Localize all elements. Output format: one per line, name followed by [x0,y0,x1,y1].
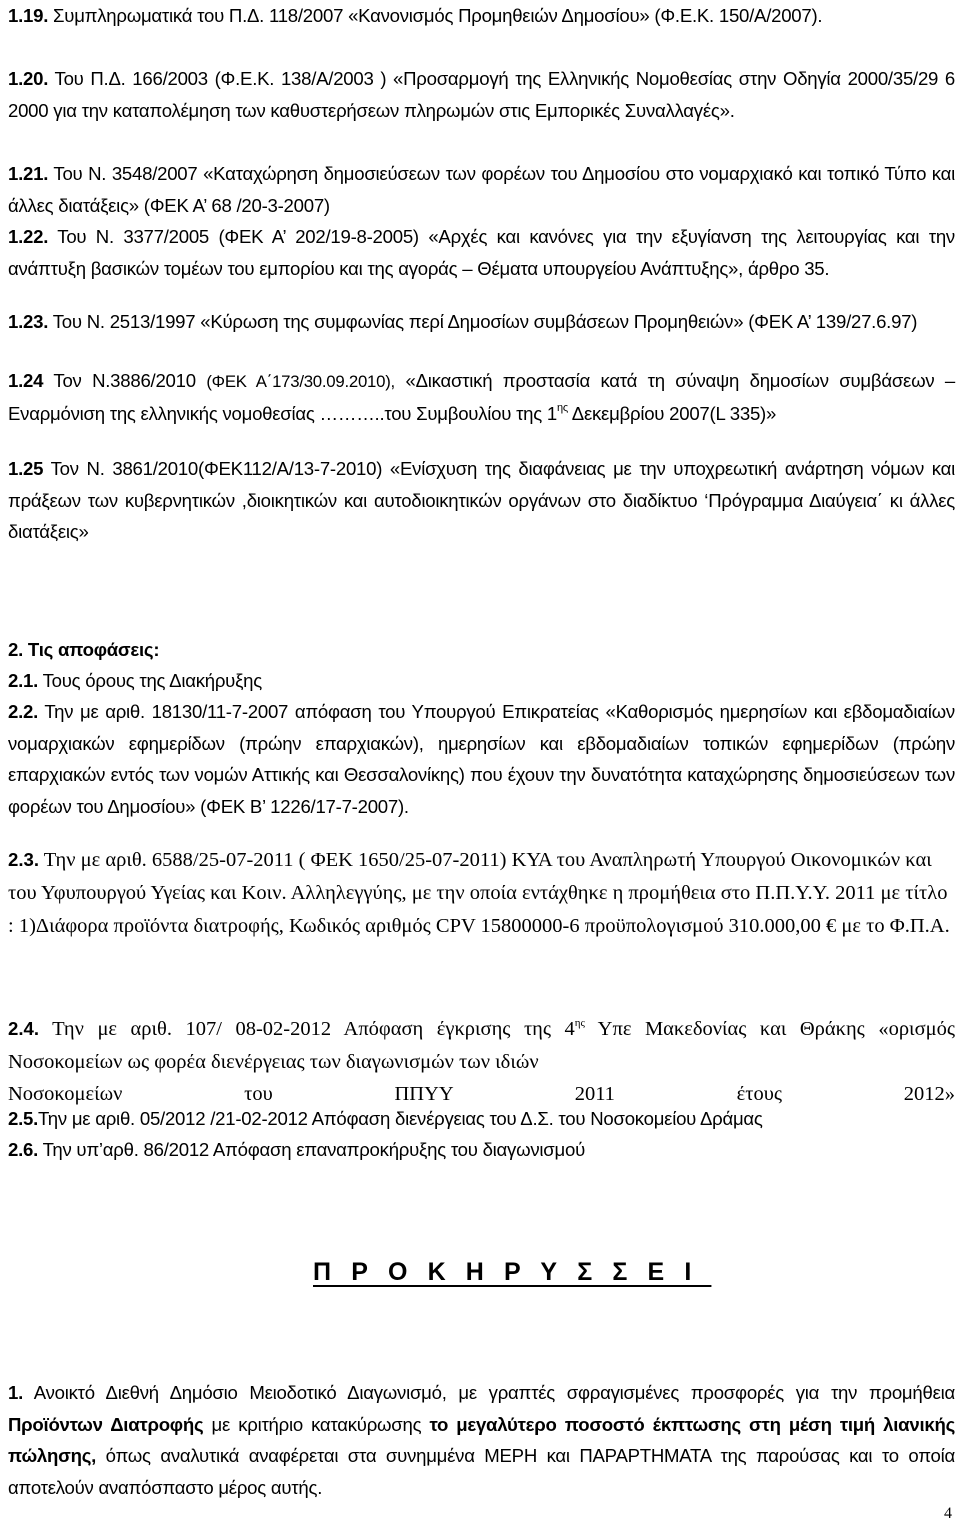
paragraph-number: 1. [8,1382,24,1403]
clause-1-23 [8,306,955,338]
decisions-heading: 2. Τις αποφάσεις: [8,639,160,660]
paragraph-bold-a: Προϊόντων Διατροφής [8,1413,204,1435]
line-word: έτους [736,1083,783,1105]
decision-number: 2.1. [8,670,39,691]
clause-text: Του Ν. 2513/1997 «Κύρωση της συμφωνίας περί Δημοσίων συμβάσεων Προμηθειών» (ΦΕΚ Α’ 139/27.6.97) [52,311,918,332]
clause-number: 1.24 [8,370,44,391]
decision-number: 2.6. [8,1139,39,1160]
clause-number: 1.20. [8,68,49,89]
clause-1-19 [8,0,955,32]
decision-2-1 [8,665,955,697]
decision-2-6 [8,1134,955,1166]
clause-superscript: ης [556,401,568,414]
clause-number: 1.23. [8,311,49,332]
paragraph-text-a: Ανοικτό Διεθνή Δημόσιο Μειοδοτικό Διαγωνισμό, με γραπτές σφραγισμένες προσφορές για την προμήθεια [33,1382,955,1403]
clause-text-b: (ΦΕΚ Α΄173/30.09.2010), [206,372,395,391]
line-word: 2011 [574,1083,615,1105]
decision-text: Τους όρους της Διακήρυξης [42,670,262,691]
clause-text-d: Δεκεμβρίου 2007(L 335)» [571,402,777,424]
line-word: 2012» [903,1083,956,1105]
clause-text: Του Ν. 3377/2005 (ΦΕΚ Α’ 202/19-8-2005) «Αρχές και κανόνες για την εξυγίανση της λειτουργίας και την ανάπτυξη βασικών τομέων του εμπορίου και της αγοράς – Θέματα υπουργείου Ανάπτυξης», άρθρο 35. [8,226,955,279]
line-word: ΠΠΥΥ [394,1083,453,1105]
paragraph-text-c: όπως αναλυτικά αναφέρεται στα συνημμένα ΜΕΡΗ και ΠΑΡΑΡΤΗΜΑΤΑ της παρούσας και το οποία αποτελούν αναπόσπαστο μέρος αυτής. [8,1445,955,1498]
decision-number: 2.2. [8,701,39,722]
line-word: του [244,1083,273,1105]
decision-2-4 [8,1012,955,1079]
decision-text-b: Υπε Μακεδονίας και Θράκης «ορισμός Νοσοκομείων ως φορέα διενέργειας των διαγωνισμών των ιδιών [8,1018,955,1073]
decision-text-a: Την με αριθ. 107/ 08-02-2012 Απόφαση έγκρισης της 4 [52,1018,575,1040]
proclamation-title: Π Ρ Ο Κ Η Ρ Υ Σ Σ Ε Ι [313,1258,712,1286]
clause-text-a: Τον Ν.3886/2010 [53,370,196,391]
decision-text: Την με αριθ. 05/2012 /21-02-2012 Απόφαση διενέργειας του Δ.Σ. του Νοσοκομείου Δράμας [38,1108,763,1129]
clause-1-21 [8,158,955,221]
line-word: Νοσοκομείων [8,1083,123,1105]
decision-2-2 [8,696,955,822]
decision-number: 2.3. [8,849,40,870]
clause-1-24 [8,365,955,429]
decision-2-5 [8,1103,955,1135]
clause-text: Του Ν. 3548/2007 «Καταχώρηση δημοσιεύσεων των φορέων του Δημοσίου στο νομαρχιακό και τοπικό Τύπο και άλλες διατάξεις» (ΦΕΚ Α’ 68 /20-3-2007) [8,163,955,216]
decision-number: 2.5. [8,1108,39,1129]
clause-text: Τον Ν. 3861/2010(ΦΕΚ112/Α/13-7-2010) «Ενίσχυση της διαφάνειας με την υποχρεωτική ανάρτηση νόμων και πράξεων των κυβερνητικών ,διοικητικών και αυτοδιοικητικών οργάνων στο διαδίκτυο ‘Πρόγραμμα Διαύγεια΄ κι άλλες διατάξεις» [8,458,956,542]
decision-text: Την υπ’αρθ. 86/2012 Απόφαση επαναπροκήρυξης του διαγωνισμού [42,1139,585,1160]
paragraph-bold-b: το μεγαλύτερο ποσοστό έκπτωσης στη μέση τιμή λιανικής πώλησης, [8,1413,956,1466]
decision-text: Την με αριθ. 18130/11-7-2007 απόφαση του Υπουργού Επικρατείας «Καθορισμός ημερησίων και εβδομαδιαίων νομαρχιακών εφημερίδων (πρώην επαρχιακών), ημερησίων και εβδομαδιαίων τοπικών εφημερίδων (πρώην επαρχιακών εντός των νομών Αττικής και Θεσσαλονίκης) που έχουν την δυνατότητα καταχώρησης δημοσιεύσεων των φορέων του Δημοσίου» (ΦΕΚ Β’ 1226/17-7-2007). [8,701,955,817]
clause-number: 1.21. [8,163,49,184]
clause-1-25 [8,453,955,548]
decision-2-3 [8,843,955,943]
clause-text: Του Π.Δ. 166/2003 (Φ.Ε.Κ. 138/Α/2003 ) «Προσαρμογή της Ελληνικής Νομοθεσίας στην Οδηγία 2000/35/29 6 2000 για την καταπολέμηση των καθυστερήσεων πληρωμών στις Εμπορικές Συναλλαγές». [8,68,955,121]
decision-number: 2.4. [8,1018,40,1039]
clause-1-22 [8,221,955,284]
clause-1-20 [8,63,955,126]
page-number: 4 [944,1505,952,1522]
clause-number: 1.19. [8,5,49,26]
decision-superscript: ης [574,1017,585,1029]
clause-text: Συμπληρωματικά του Π.Δ. 118/2007 «Κανονισμός Προμηθειών Δημοσίου» (Φ.Ε.Κ. 150/Α/2007). [53,5,823,26]
clause-number: 1.22. [8,226,49,247]
proclamation-paragraph-1 [8,1377,955,1503]
clause-text-c: «Δικαστική προστασία κατά τη σύναψη δημοσίων συμβάσεων – Εναρμόνιση της ελληνικής νομοθεσίας ………..του Συμβουλίου της 1 [8,370,955,424]
decision-text: Την με αριθ. 6588/25-07-2011 ( ΦΕΚ 1650/25-07-2011) ΚΥΑ του Αναπληρωτή Υπουργού Οικονομικών και του Υφυπουργού Υγείας και Κοιν. Αλληλεγγύης, με την οποία εντάχθηκε η προμήθεια στο Π.Π.Υ.Υ. 2011 με τίτλο : 1)Διάφορα προϊόντα διατροφής, Κωδικός αριθμός CPV 15800000-6 προϋπολογισμού 310.000,00 € με το Φ.Π.Α. [8,849,950,937]
paragraph-text-b: με κριτήριο κατακύρωσης [211,1413,422,1435]
clause-number: 1.25 [8,458,44,479]
